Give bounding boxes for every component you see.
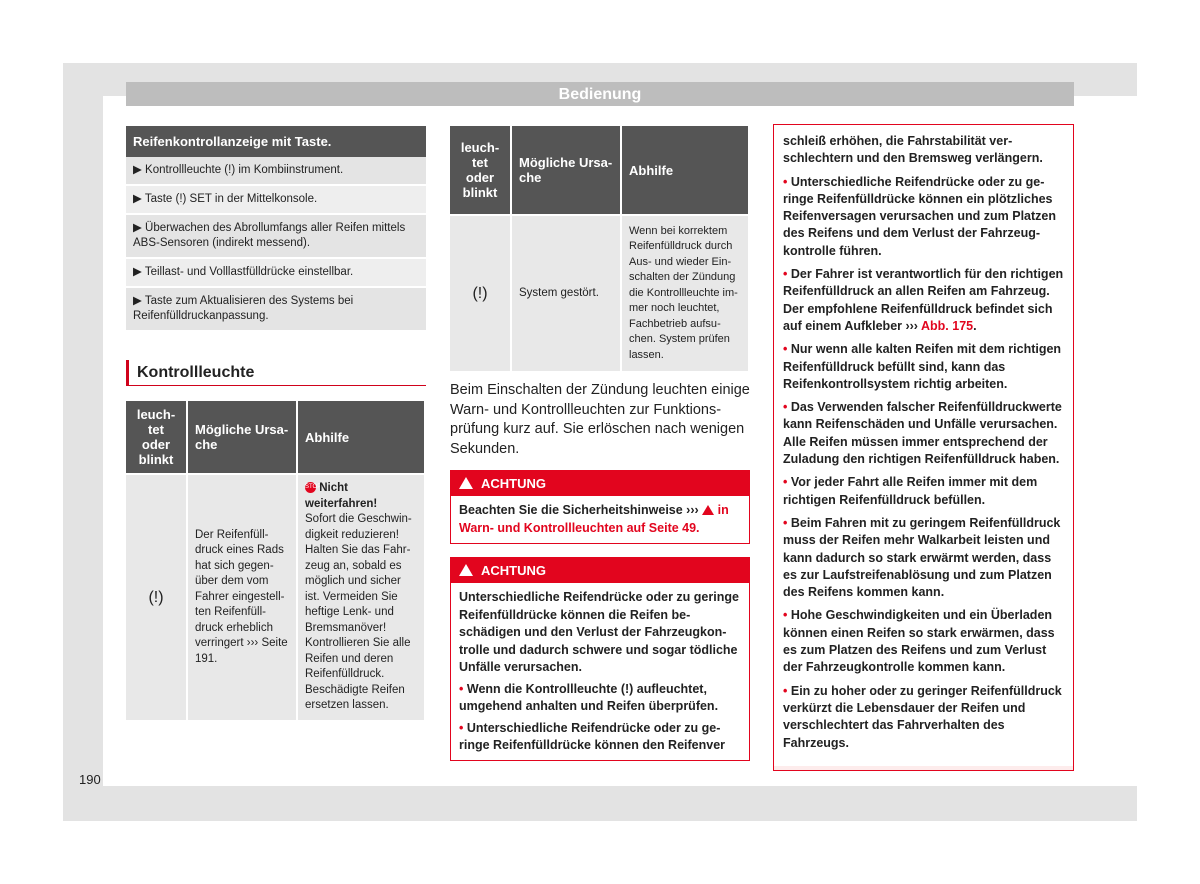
stop-icon: STOP: [305, 482, 316, 493]
feature-item: ▶ Taste (!) SET in der Mittelkonsole.: [126, 186, 426, 215]
warning-bullet: • Beim Fahren mit zu geringem Reifenfülldruck muss der Reifen mehr Walkarbeit leisten und kann dadurch so stark erwärmt werden, dass es zur Laufstreifenablösung und zum Platzen des Reifens kommen kann.: [783, 515, 1061, 600]
warning-bullet: • Nur wenn alle kalten Reifen mit dem richtigen Reifenfülldruck befüllt sind, kann das Reifenkontrollsystem richtig arbeiten.: [783, 342, 1062, 391]
warning-bullet: • Hohe Geschwindigkeiten und ein Überladen können einen Reifen so stark erwärmen, dass es zum Platzen des Reifens und zum Verlust der Fahrzeugkontrolle kommen kann.: [783, 608, 1055, 675]
warning-bullet: • Das Verwenden falscher Reifenfülldruckwerte kann Reifenschäden und Unfälle verursachen. Alle Reifen müssen immer entsprechend der Zuladung den richtigen Reifenfülldruck haben.: [783, 400, 1062, 467]
body-paragraph: Beim Einschalten der Zündung leuchten einige Warn- und Kontrollleuchten zur Funktionsprüfung kurz auf. Sie erlöschen nach wenigen Sekunden.: [450, 382, 750, 457]
warning-body: [451, 496, 749, 543]
warning-title: ACHTUNG: [481, 476, 546, 491]
col-header-cause: Mögliche Ursache: [511, 126, 621, 215]
warning-link[interactable]: in Warn- und Kontrollleuchten auf Seite 49.: [459, 503, 729, 535]
feature-item: ▶ Kontrollleuchte (!) im Kombiinstrument.: [126, 157, 426, 186]
chapter-header: Bedienung: [126, 82, 1074, 106]
warning-bullet: • Wenn die Kontrollleuchte (!) aufleuchtet, umgehend anhalten und Reifen überprüfen.: [459, 681, 719, 713]
warning-body: [774, 125, 1073, 766]
section-heading: Kontrollleuchte: [126, 360, 426, 386]
warning-text: schleiß erhöhen, die Fahrstabilität verschlechtern und den Bremsweg verlängern.: [783, 134, 1043, 166]
warning-box-2: [450, 557, 750, 761]
col-header-remedy: Abhilfe: [621, 126, 749, 215]
feature-list: [126, 157, 426, 332]
feature-box: [126, 126, 426, 332]
cause-cell: Der Reifenfülldruck eines Rads hat sich gegenüber dem vom Fahrer eingestellten Reifenfülldruck erheblich verringert ››› Seite 191.: [187, 474, 297, 720]
warning-box-1: [450, 470, 750, 544]
warning-triangle-icon: [459, 477, 473, 489]
feature-item: ▶ Überwachen des Abrollumfangs aller Reifen mittels ABS-Sensoren (indirekt messend).: [126, 215, 426, 259]
warning-bullet: • Unterschiedliche Reifendrücke oder zu geringe Reifenfülldrücke können den Reifenver: [459, 720, 726, 752]
remedy-stop-label: Nicht weiterfahren!: [305, 482, 378, 510]
remedy-cell: Wenn bei korrektem Reifenfülldruck durch Aus- und wieder Einschalten der Zündung die Kontrollleuchte immer noch leuchtet, Fachbetrieb aufsuchen. System prüfen lassen.: [621, 215, 749, 371]
warning-header: [451, 558, 749, 583]
warning-header: [451, 471, 749, 496]
warning-bullet: • Vor jeder Fahrt alle Reifen immer mit dem richtigen Reifenfülldruck befüllen.: [783, 475, 1038, 507]
figure-link[interactable]: Abb. 175: [921, 318, 974, 333]
remedy-cell: [297, 474, 425, 720]
warning-triangle-icon: [459, 564, 473, 576]
warning-title: ACHTUNG: [481, 563, 546, 578]
warning-continuation-box: [773, 124, 1074, 771]
page-number: 190: [79, 772, 101, 787]
warning-light-table-1: [126, 401, 426, 720]
remedy-text: Sofort die Geschwindigkeit reduzieren! Halten Sie das Fahrzeug an, sobald es möglich und sicher ist. Vermeiden Sie heftige Lenk- und Bremsmanöver! Kontrollieren Sie alle Reifen und deren Reifenfülldruck. Beschädigte Reifen ersetzen lassen.: [305, 513, 412, 711]
col-header-lights: leuchtet oder blinkt: [450, 126, 511, 215]
tire-pressure-warning-icon: (!): [450, 215, 511, 371]
feature-item: ▶ Teillast- und Volllastfülldrücke einstellbar.: [126, 259, 426, 288]
warning-text: Unterschiedliche Reifendrücke oder zu geringe Reifenfülldrücke können die Reifen beschädigen und den Verlust der Fahrzeugkontrolle und dadurch schwere und sogar tödliche Unfälle verursachen.: [459, 590, 739, 674]
col-header-lights: leuchtet oder blinkt: [126, 401, 187, 474]
warning-bullet: • Der Fahrer ist verantwortlich für den richtigen Reifenfülldruck an allen Reifen am Fahrzeug. Der empfohlene Reifenfülldruck befindet sich auf einem Aufkleber ››› Abb. 175.: [783, 267, 1064, 333]
warning-bullet: • Ein zu hoher oder zu geringer Reifenfülldruck verkürzt die Lebensdauer der Reifen und verschlechtert das Fahrverhalten des Fahrzeugs.: [783, 683, 1062, 750]
warning-triangle-icon: [702, 505, 714, 515]
tire-pressure-warning-icon: (!): [126, 474, 187, 720]
warning-text: Beachten Sie die Sicherheitshinweise ›››: [459, 503, 699, 517]
warning-bullet: • Unterschiedliche Reifendrücke oder zu geringe Reifenfülldrücke können ein plötzliches Reifenversagen verursachen und zum Platzen des Reifens und dem Verlust der Fahrzeugkontrolle führen.: [783, 174, 1057, 258]
feature-item: ▶ Taste zum Aktualisieren des Systems bei Reifenfülldruckanpassung.: [126, 288, 426, 332]
cause-cell: System gestört.: [511, 215, 621, 371]
warning-light-table-2: [450, 126, 750, 371]
col-header-cause: Mögliche Ursache: [187, 401, 297, 474]
feature-box-title: Reifenkontrollanzeige mit Taste.: [126, 126, 426, 157]
warning-body: [451, 583, 749, 761]
col-header-remedy: Abhilfe: [297, 401, 425, 474]
